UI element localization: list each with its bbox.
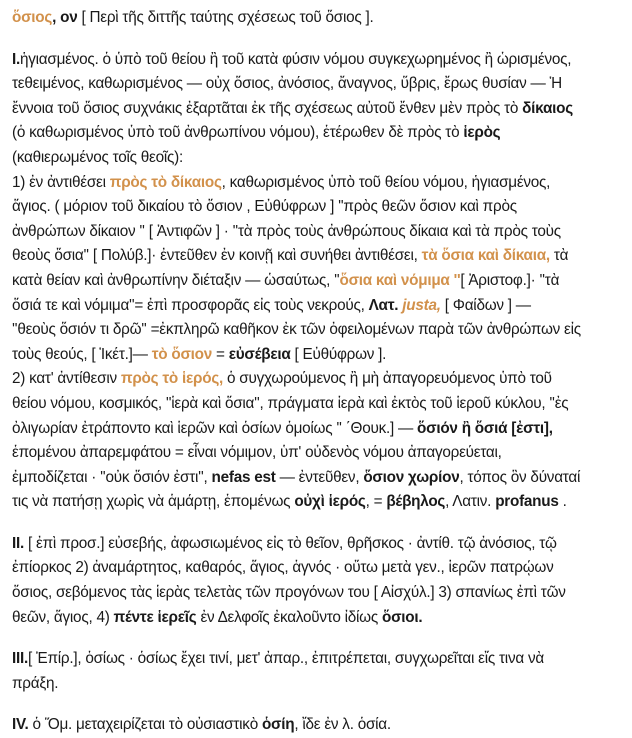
text-run: ἑπομένου ἀπαρεμφάτου = εἶναι νόμιμον, ὑπ' οὐδενὸς νόμου ἀπαγορεύεται, — [12, 444, 502, 462]
text-run: . — [558, 493, 567, 511]
text-line — [12, 392, 622, 417]
text-run: [ Φαίδων ] — — [440, 296, 531, 314]
highlighted-term: πρὸς τὸ ἱερός, — [120, 370, 224, 388]
text-run: θεῶν, ἅγιος, 4) — [12, 608, 114, 626]
text-line — [12, 220, 622, 245]
bold-term: ὁσίη — [261, 716, 295, 734]
text-run: πράξη. — [12, 674, 59, 692]
text-run: ἀνθρώπων δίκαιον '' [ Ἀντιφῶν ] · ''τὰ πρὸς τοὺς ἀνθρώπους δίκαια καὶ τὰ πρὸς τοὺς — [12, 222, 561, 240]
bold-term: εὐσέβεια — [228, 345, 291, 363]
text-run: [ Ἀριστοφ.]· ''τὰ — [460, 271, 560, 289]
text-run: τις νὰ πατήσῃ χωρὶς νὰ ἁμάρτῃ, ἑπομένως — [12, 493, 295, 511]
text-line — [12, 490, 622, 515]
text-line — [12, 121, 622, 146]
bold-term: nefas est — [211, 468, 276, 486]
text-line — [12, 294, 622, 319]
text-line — [12, 713, 622, 738]
entry-body — [12, 48, 622, 738]
text-run: τὰ — [549, 247, 569, 265]
spacer — [12, 31, 622, 48]
highlighted-term: τὸ ὅσιον — [151, 345, 213, 363]
text-run: θείου νόμου, κοσμικός, ''ἱερὰ καὶ ὅσια'', πράγματα ἱερὰ καὶ ἐκτὸς τοῦ ἱεροῦ κύκλου, ''ἐς — [12, 394, 569, 412]
text-line — [12, 466, 622, 491]
bold-term: πέντε ἱερεῖς — [113, 608, 197, 626]
highlighted-term: justa, — [402, 296, 441, 314]
text-run: ὁ συγχωρούμενος ἢ μὴ ἀπαγορευόμενος ὑπὸ τοῦ — [223, 370, 552, 388]
text-line — [12, 581, 622, 606]
text-line — [12, 647, 622, 672]
bold-term: IV. — [12, 716, 29, 734]
text-line — [12, 672, 622, 697]
bold-term: βέβηλος — [386, 493, 446, 511]
text-line — [12, 72, 622, 97]
text-run: τοὺς θεούς, [ Ἱκέτ.]— — [12, 345, 152, 363]
text-run: ἐπίορκος 2) ἀναμάρτητος, καθαρός, ἅγιος, ἁγνός · οὕτω μετὰ γεν., ἱερῶν πατρῴων — [12, 559, 554, 577]
bold-term: II. — [12, 534, 24, 552]
text-line — [12, 195, 622, 220]
highlighted-term: ὅσιος — [12, 9, 53, 26]
bold-term: III. — [12, 650, 28, 668]
entry-headword-line — [12, 6, 622, 31]
bold-term: profanus — [495, 493, 559, 511]
highlighted-term: ὅσια καὶ νόμιμα '' — [339, 271, 461, 289]
text-line — [12, 417, 622, 442]
text-run: ''θεοὺς ὅσιόν τι δρῶ'' =ἐκπληρῶ καθῆκον ἐκ τῶν ὀφειλομένων παρὰ τῶν ἀνθρώπων εἰς — [12, 321, 581, 339]
text-run: , Λατιν. — [445, 493, 496, 511]
text-run: , καθωρισμένος ὑπὸ τοῦ θείου νόμου, ἡγιασμένος, — [221, 173, 551, 191]
text-run: ὁ Ὅμ. μεταχειρίζεται τὸ οὐσιαστικὸ — [28, 716, 262, 734]
spacer — [12, 696, 622, 713]
bold-term: οὐχὶ ἱερός — [294, 493, 366, 511]
bold-term: I. — [12, 50, 20, 68]
text-line — [12, 244, 622, 269]
text-line — [12, 171, 622, 196]
bold-term: δίκαιος — [522, 99, 573, 117]
text-line — [12, 367, 622, 392]
highlighted-term: τὰ ὅσια καὶ δίκαια, — [421, 247, 550, 265]
bold-term: ὅσιοι. — [381, 608, 423, 626]
text-run: ἡγιασμένος. ὁ ὑπὸ τοῦ θείου ἢ τοῦ κατὰ φύσιν νόμου συγκεχωρημένος ἢ ὡρισμένος, — [20, 50, 572, 68]
text-run: 2) κατ' ἀντίθεσιν — [12, 370, 121, 388]
text-run: , = — [365, 493, 387, 511]
text-line — [12, 532, 622, 557]
bold-term: Λατ. — [368, 296, 399, 314]
text-line — [12, 606, 622, 631]
text-run: θεοὺς ὅσια'' [ Πολύβ.]· ἐντεῦθεν ἐν κοινῇ καὶ συνήθει ἀντιθέσει, — [12, 247, 422, 265]
text-run: — ἐντεῦθεν, — [275, 468, 364, 486]
text-run: [ Περὶ τῆς διττῆς ταύτης σχέσεως τοῦ ὅσιος ]. — [77, 9, 374, 26]
text-run: ἐμποδίζεται · ''οὐκ ὅσιόν ἐστι'', — [12, 468, 212, 486]
bold-term: ὅσιον χωρίον — [363, 468, 460, 486]
bold-term: , ον — [52, 9, 78, 26]
text-line — [12, 556, 622, 581]
text-run: [ Ἐπίρ.], ὁσίως · ὁσίως ἔχει τινί, μετ' ἀπαρ., ἐπιτρέπεται, συγχωρεῖται εἴς τινα νὰ — [28, 650, 544, 668]
text-line — [12, 269, 622, 294]
text-run: ὀλιγωρίαν ἐτράποντο καὶ ἱερῶν καὶ ὁσίων ὁμοίως '' ΄Θουκ.] — — [12, 419, 418, 437]
text-line — [12, 318, 622, 343]
text-run: ἅγιος. ( μόριον τοῦ δικαίου τὸ ὅσιον , Εὐθύφρων ] ''πρὸς θεῶν ὅσιον καὶ πρὸς — [12, 198, 517, 216]
text-run: [ Εὐθύφρων ]. — [290, 345, 387, 363]
text-run: κατὰ θείαν καὶ ἀνθρωπίνην διέταξιν — ὡσαύτως, '' — [12, 271, 340, 289]
bold-term: ὅσιόν ἢ ὅσιά [ἐστι], — [417, 419, 553, 437]
text-run: = — [212, 345, 229, 363]
spacer — [12, 630, 622, 647]
text-run: [ ἐπὶ προσ.] εὐσεβής, ἀφωσιωμένος εἰς τὸ θεῖον, θρῆσκος · ἀντίθ. τῷ ἀνόσιος, τῷ — [24, 534, 557, 552]
text-run: ὅσιά τε καὶ νόμιμα''= ἐπὶ προσφορᾶς εἰς τοὺς νεκρούς, — [12, 296, 369, 314]
text-line — [12, 97, 622, 122]
text-line — [12, 48, 622, 73]
text-line — [12, 343, 622, 368]
text-run: ὅσιος, σεβόμενος τὰς ἱερὰς τελετὰς τῶν προγόνων του [ Αἰσχύλ.] 3) σπανίως ἐπὶ τῶν — [12, 584, 566, 602]
text-line — [12, 146, 622, 171]
bold-term: ἱερὸς — [463, 124, 501, 142]
text-run: ἔννοια τοῦ ὅσιος συχνάκις ἐξαρτᾶται ἐκ τῆς σχέσεως αὐτοῦ ἔνθεν μὲν πρὸς τὸ — [12, 99, 523, 117]
text-run: (καθιερωμένος τοῖς θεοῖς): — [12, 148, 183, 166]
text-run: , ἴδε ἐν λ. ὁσία. — [294, 716, 391, 734]
text-run: , τόπος ὃν δύναταί — [459, 468, 581, 486]
text-run: τεθειμένος, καθωρισμένος — οὐχ ὅσιος, ἀνόσιος, ἄναγνος, ὕβρις, ἔρως θυσίαν — Ἡ — [12, 75, 562, 93]
spacer — [12, 515, 622, 532]
text-run: 1) ἐν ἀντιθέσει — [12, 173, 110, 191]
text-run: (ὁ καθωρισμένος ὑπὸ τοῦ ἀνθρωπίνου νόμου), ἑτέρωθεν δὲ πρὸς τὸ — [12, 124, 464, 142]
text-run: ἐν Δελφοῖς ἐκαλοῦντο ἰδίως — [196, 608, 382, 626]
text-line — [12, 441, 622, 466]
highlighted-term: πρὸς τὸ δίκαιος — [109, 173, 222, 191]
